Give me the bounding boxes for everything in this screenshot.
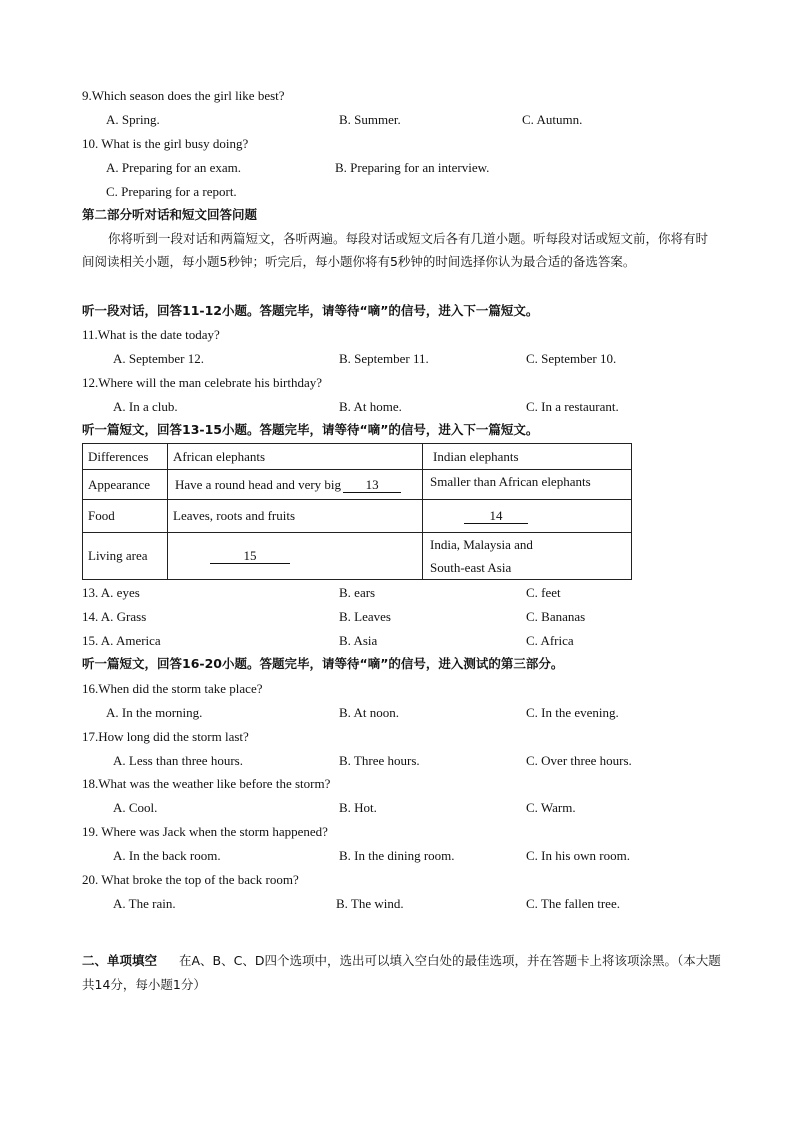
q15-option-b: B. Asia [339,633,378,648]
question-18: 18.What was the weather like before the storm? [82,776,331,791]
q10-option-a: A. Preparing for an exam. [106,160,242,175]
q14-option-b: B. Leaves [339,609,391,624]
row-label-appearance: Appearance [83,470,168,500]
q17-option-b: B. Three hours. [339,753,420,768]
q15-option-c: C. Africa [526,633,574,648]
q11-option-a: A. September 12. [113,351,204,366]
cell-african-living-area [168,533,423,580]
section2-block [82,949,722,997]
indian-living-area-line2: South-east Asia [430,560,512,575]
q10-option-b: B. Preparing for an interview. [335,160,490,175]
question-12: 12.Where will the man celebrate his birthday? [82,375,323,390]
row-label-food: Food [83,500,168,533]
q20-option-c: C. The fallen tree. [526,896,620,911]
blank-14: 14 [464,509,528,524]
q13-option-c: C. feet [526,585,561,600]
q19-option-a: A. In the back room. [113,848,221,863]
q20-option-b: B. The wind. [336,896,404,911]
table-row-appearance [83,470,632,500]
q19-option-c: C. In his own room. [526,848,630,863]
header-african: African elephants [168,444,423,470]
section2-heading: 二、单项填空 [82,953,158,968]
q16-option-c: C. In the evening. [526,705,619,720]
question-19: 19. Where was Jack when the storm happened? [82,824,328,839]
cell-indian-appearance: Smaller than African elephants [423,470,632,500]
indian-living-area-line1: India, Malaysia and [430,537,533,552]
q9-option-c: C. Autumn. [522,112,583,127]
question-20: 20. What broke the top of the back room? [82,872,299,887]
african-appearance-text: Have a round head and very big [175,476,342,492]
q18-option-c: C. Warm. [526,800,576,815]
question-16: 16.When did the storm take place? [82,681,263,696]
q14-option-c: C. Bananas [526,609,586,624]
part2-instructions: 你将听到一段对话和两篇短文，各听两遍。每段对话或短文后各有几道小题。听每段对话或短文前，你将有时间阅读相关小题，每小题5秒钟；听完后，每小题你将有5秒钟的时间选择你认为最合适的备选答案。 [82,231,709,269]
row-label-living-area: Living area [83,533,168,580]
table-row-living-area [83,533,632,580]
passage2-note: 听一篇短文，回答16-20小题。答题完毕，请等待“嘀”的信号，进入测试的第三部分。 [82,656,564,671]
blank-15: 15 [210,549,290,564]
q11-option-b: B. September 11. [339,351,429,366]
q18-option-a: A. Cool. [113,800,158,815]
question-10: 10. What is the girl busy doing? [82,136,249,151]
blank-13: 13 [343,478,401,493]
q12-option-b: B. At home. [339,399,402,414]
q16-option-b: B. At noon. [339,705,399,720]
q18-option-b: B. Hot. [339,800,377,815]
cell-african-appearance [168,470,423,500]
q10-option-c: C. Preparing for a report. [106,184,237,199]
q17-option-a: A. Less than three hours. [113,753,243,768]
cell-african-food: Leaves, roots and fruits [168,500,423,533]
header-indian: Indian elephants [423,444,632,470]
part2-heading: 第二部分听对话和短文回答问题 [82,207,258,222]
q9-option-b: B. Summer. [339,112,401,127]
dialogue-note: 听一段对话，回答11-12小题。答题完毕，请等待“嘀”的信号，进入下一篇短文。 [82,303,539,318]
passage1-note: 听一篇短文，回答13-15小题。答题完毕，请等待“嘀”的信号，进入下一篇短文。 [82,422,539,437]
q17-option-c: C. Over three hours. [526,753,632,768]
table-row-food [83,500,632,533]
q11-option-c: C. September 10. [526,351,617,366]
q15-option-a: 15. A. America [82,633,161,648]
q14-option-a: 14. A. Grass [82,609,147,624]
q19-option-b: B. In the dining room. [339,848,455,863]
elephant-table [82,443,632,580]
section2-instructions: 在A、B、C、D四个选项中，选出可以填入空白处的最佳选项，并在答题卡上将该项涂黑。（本大题共14分，每小题1分） [82,953,721,992]
q13-option-b: B. ears [339,585,376,600]
q9-option-a: A. Spring. [106,112,160,127]
question-11: 11.What is the date today? [82,327,220,342]
q12-option-a: A. In a club. [113,399,178,414]
question-17: 17.How long did the storm last? [82,729,249,744]
question-9: 9.Which season does the girl like best? [82,88,285,103]
cell-indian-food [423,500,632,533]
q13-option-a: 13. A. eyes [82,585,140,600]
cell-indian-living-area [423,533,632,580]
table-header-row [83,444,632,470]
q16-option-a: A. In the morning. [106,705,203,720]
q12-option-c: C. In a restaurant. [526,399,619,414]
header-differences: Differences [83,444,168,470]
q20-option-a: A. The rain. [113,896,176,911]
